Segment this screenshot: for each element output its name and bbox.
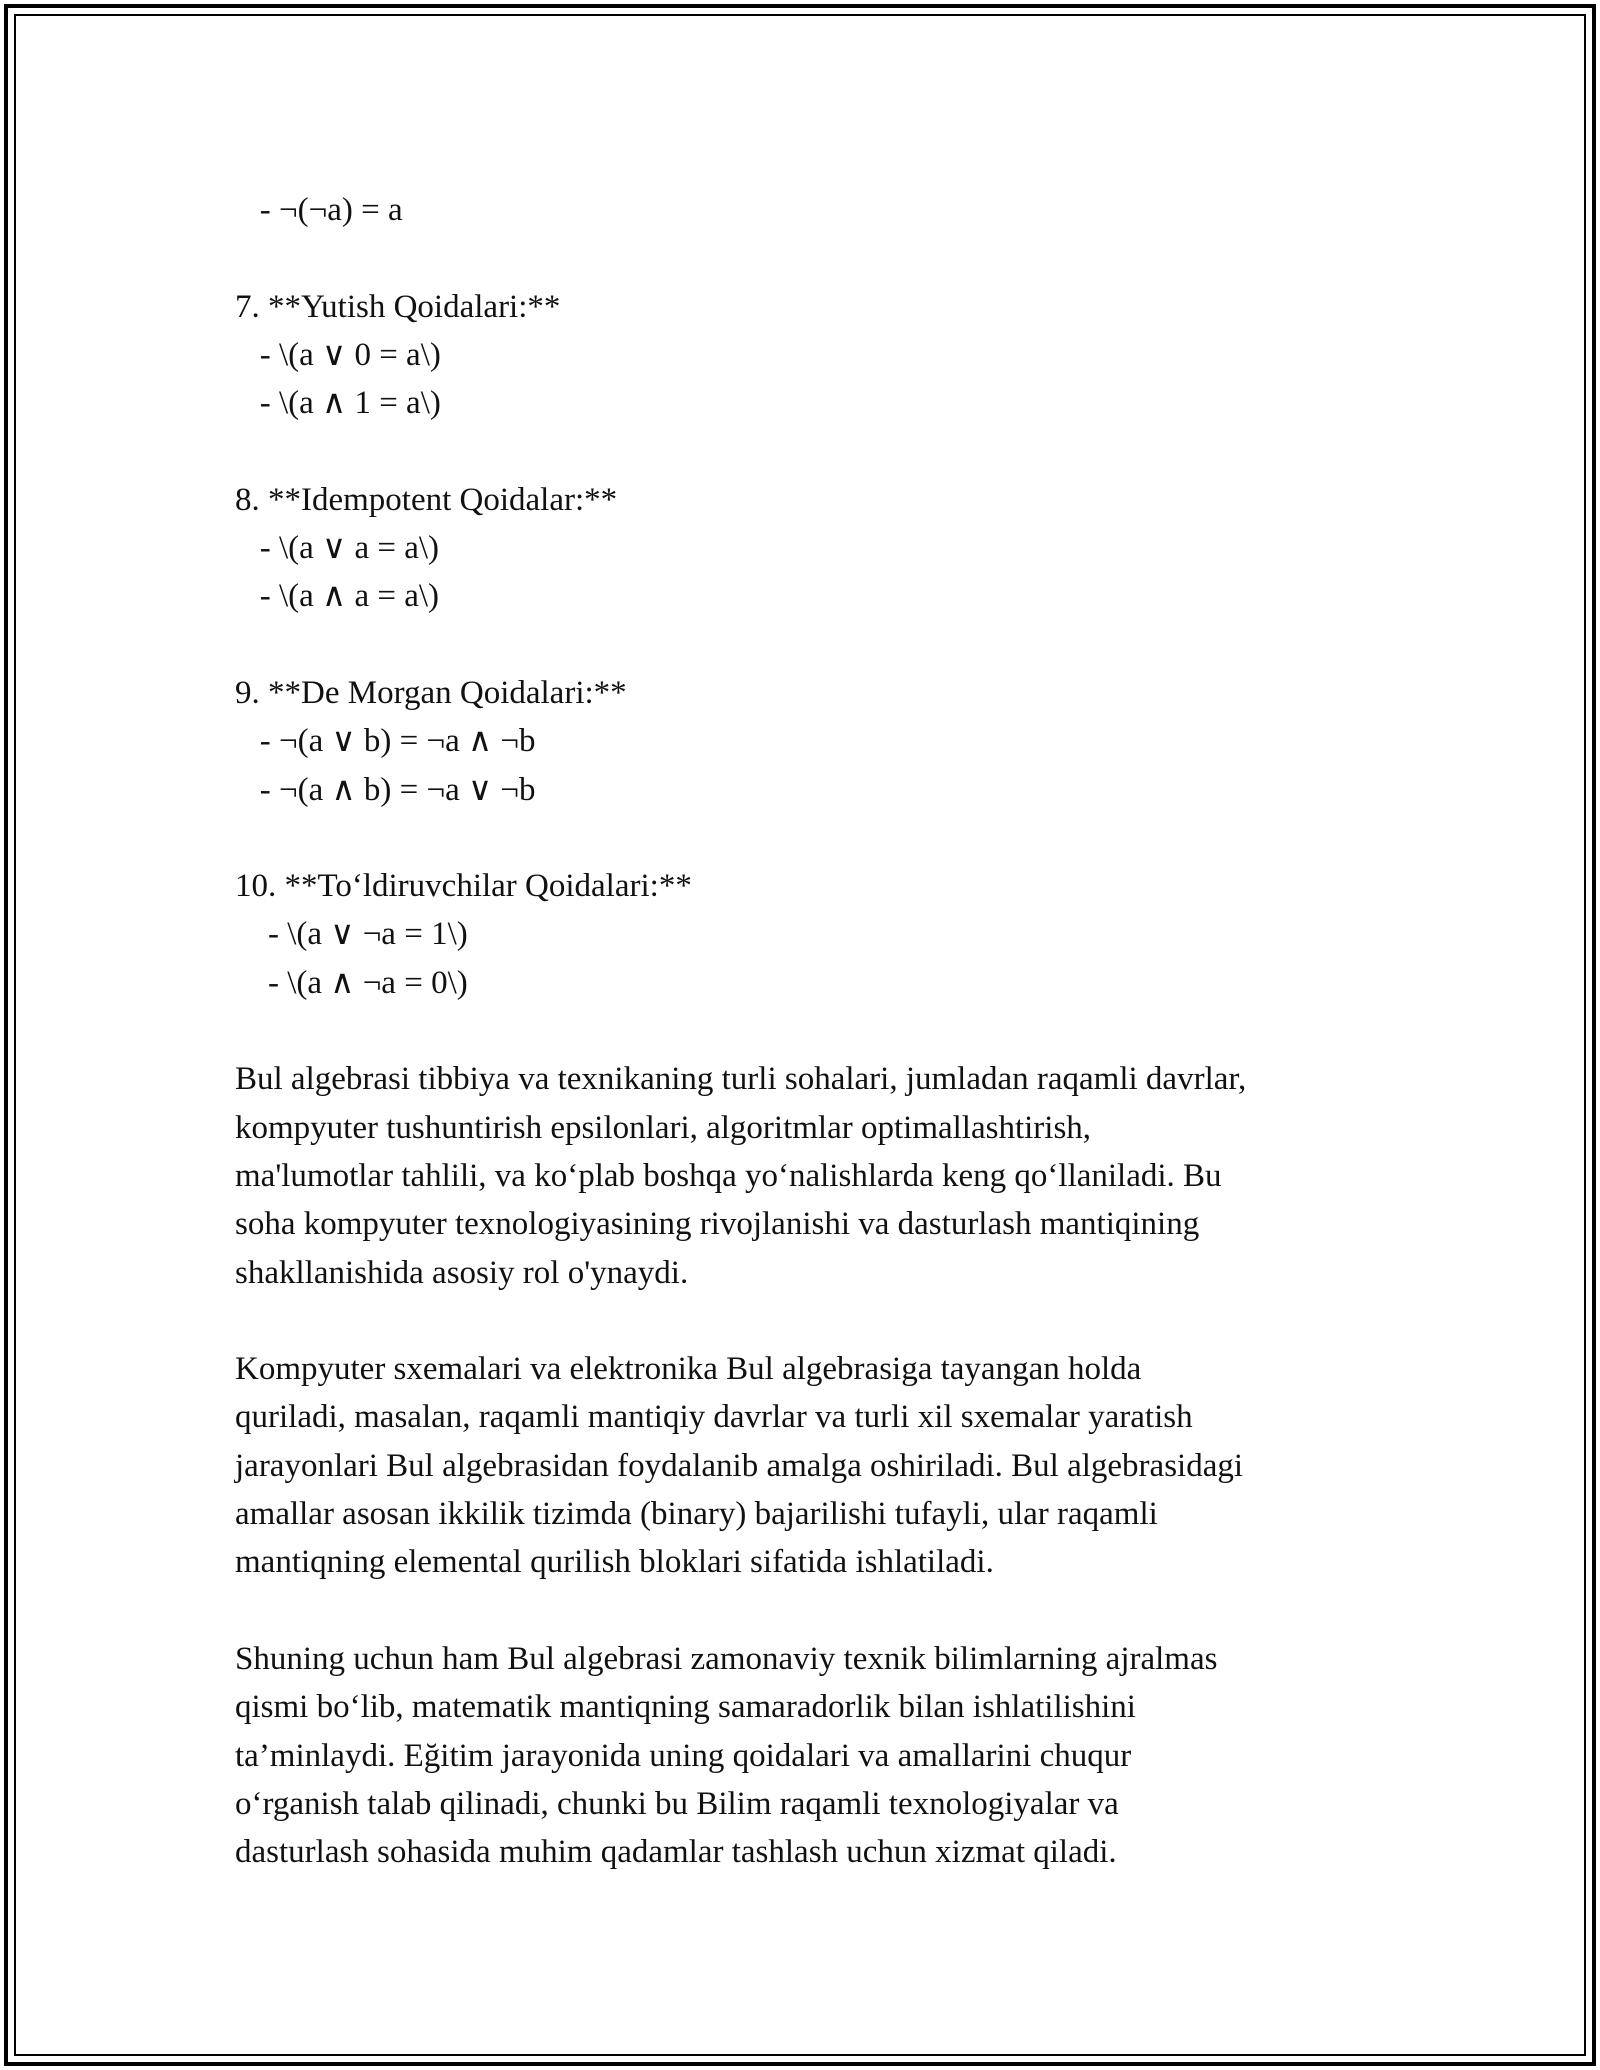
section-heading: 8. **Idempotent Qoidalar:** bbox=[235, 481, 618, 518]
paragraph-line: amallar asosan ikkilik tizimda (binary) bajarilishi tufayli, ular raqamli bbox=[235, 1496, 1158, 1533]
paragraph-line: ta’minlaydi. Eğitim jarayonida uning qoidalari va amallarini chuqur bbox=[235, 1737, 1132, 1774]
paragraph-line: Bul algebrasi tibbiya va texnikaning turli sohalari, jumladan raqamli davrlar, bbox=[235, 1061, 1247, 1098]
spacer bbox=[235, 234, 1385, 282]
spacer bbox=[235, 1007, 1385, 1055]
paragraph-line: o‘rganish talab qilinadi, chunki bu Bilim raqamli texnologiyalar va bbox=[235, 1785, 1119, 1822]
paragraph-line: jarayonlari Bul algebrasidan foydalanib amalga oshiriladi. Bul algebrasidagi bbox=[235, 1447, 1244, 1484]
paragraph-line: Kompyuter sxemalari va elektronika Bul algebrasiga tayangan holda bbox=[235, 1351, 1142, 1388]
document-body bbox=[235, 186, 1385, 1876]
section-heading: 9. **De Morgan Qoidalari:** bbox=[235, 674, 627, 711]
list-item: - ¬(¬a) = a bbox=[235, 192, 403, 228]
list-item: - ¬(a ∨ b) = ¬a ∧ ¬b bbox=[235, 723, 536, 760]
paragraph-1 bbox=[235, 1055, 1385, 1296]
list-item: - \(a ∨ 0 = a\) bbox=[235, 336, 441, 373]
paragraph-line: kompyuter tushuntirish epsilonlari, algoritmlar optimallashtirish, bbox=[235, 1109, 1092, 1146]
paragraph-line: qismi bo‘lib, matematik mantiqning samaradorlik bilan ishlatilishini bbox=[235, 1689, 1136, 1726]
paragraph-line: dasturlash sohasida muhim qadamlar tashlash uchun xizmat qiladi. bbox=[235, 1834, 1117, 1871]
section-heading: 7. **Yutish Qoidalari:** bbox=[235, 288, 561, 325]
list-item: - \(a ∧ ¬a = 0\) bbox=[235, 964, 468, 1001]
paragraph-line: mantiqning elemental qurilish bloklari sifatida ishlatiladi. bbox=[235, 1544, 994, 1581]
list-item: - ¬(a ∧ b) = ¬a ∨ ¬b bbox=[235, 771, 536, 808]
paragraph-2 bbox=[235, 1345, 1385, 1586]
paragraph-line: soha kompyuter texnologiyasining rivojlanishi va dasturlash mantiqining bbox=[235, 1206, 1200, 1243]
list-item: - \(a ∨ a = a\) bbox=[235, 530, 440, 567]
spacer bbox=[235, 427, 1385, 475]
list-item: - \(a ∨ ¬a = 1\) bbox=[235, 916, 468, 953]
paragraph-3 bbox=[235, 1635, 1385, 1876]
paragraph-line: quriladi, masalan, raqamli mantiqiy davrlar va turli xil sxemalar yaratish bbox=[235, 1399, 1193, 1436]
list-item: - \(a ∧ a = a\) bbox=[235, 578, 440, 615]
section-heading: 10. **To‘ldiruvchilar Qoidalari:** bbox=[235, 868, 692, 905]
paragraph-line: ma'lumotlar tahlili, va ko‘plab boshqa yo‘nalishlarda keng qo‘llaniladi. Bu bbox=[235, 1157, 1222, 1194]
spacer bbox=[235, 1587, 1385, 1635]
paragraph-line: shakllanishida asosiy rol o'ynaydi. bbox=[235, 1254, 689, 1291]
spacer bbox=[235, 621, 1385, 669]
paragraph-line: Shuning uchun ham Bul algebrasi zamonaviy texnik bilimlarning ajralmas bbox=[235, 1640, 1218, 1677]
spacer bbox=[235, 814, 1385, 862]
spacer bbox=[235, 1297, 1385, 1345]
list-item: - \(a ∧ 1 = a\) bbox=[235, 385, 441, 422]
